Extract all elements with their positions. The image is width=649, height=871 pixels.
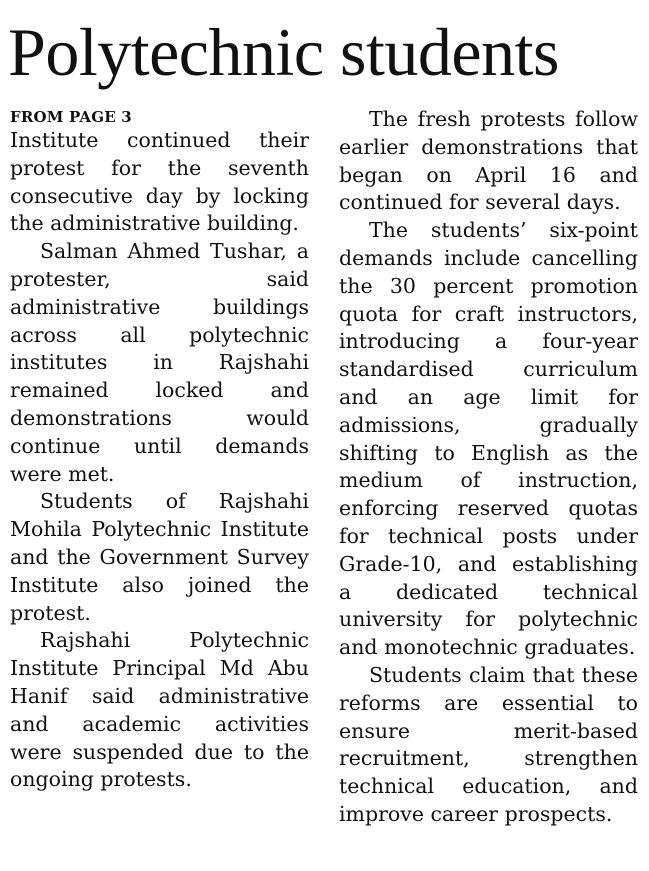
paragraph: Institute continued their protest for the seventh consecutive day by locking the administrative building. [10,128,309,236]
jump-label: FROM PAGE 3 [10,108,132,126]
paragraph: Students of Rajshahi Mohila Polytechnic Institute and the Government Survey Institute also joined the protest. [10,489,309,625]
paragraph: The students’ six-point demands include cancelling the 30 percent promotion quota for craft instructors, introducing a four-year standardised curriculum and an age limit for admissions, gradually shifting to English as the medium of instruction, enforcing reserved quotas for technical posts under Grade-10, and establishing a dedicated technical university for polytechnic and monotechnic graduates. [339,218,638,660]
paragraph: Rajshahi Polytechnic Institute Principal Md Abu Hanif said administrative and academic activities were suspended due to the ongoing protests. [10,628,309,792]
paragraph: Students claim that these reforms are essential to ensure merit-based recruitment, strengthen technical education, and improve career prospects. [339,662,638,826]
right-column [339,106,638,829]
paragraph: The fresh protests follow earlier demonstrations that began on April 16 and continued for several days. [339,107,638,215]
paragraph: Salman Ahmed Tushar, a protester, said administrative buildings across all polytechnic institutes in Rajshahi remained locked and demonstrations would continue until demands were met. [10,239,309,486]
headline: Polytechnic students [8,14,559,90]
left-column [10,106,309,794]
